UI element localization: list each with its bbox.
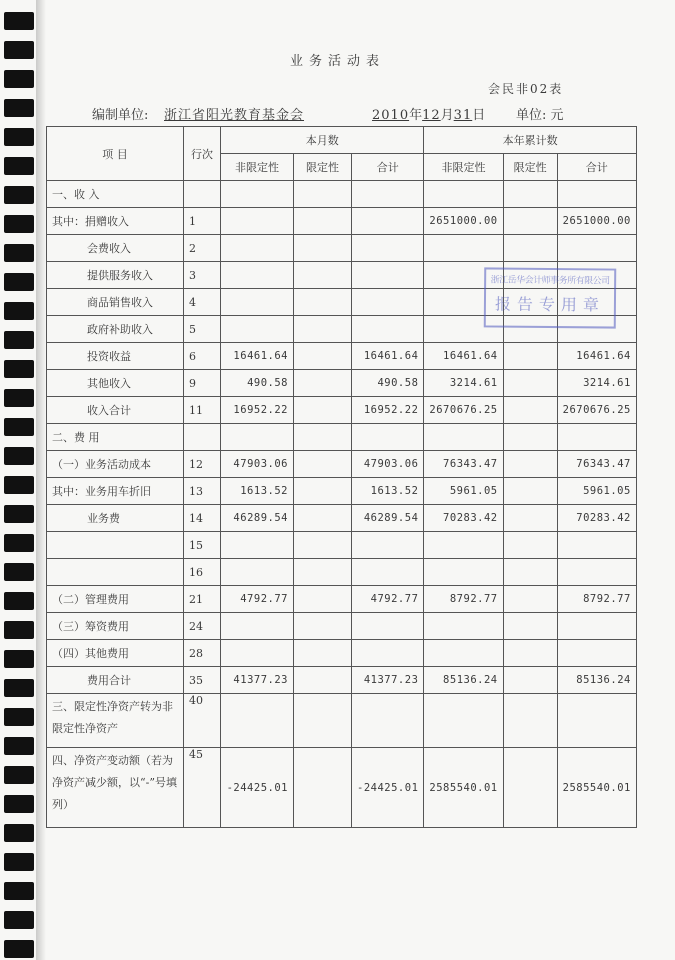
year-restricted-cell	[503, 343, 557, 370]
month-restricted-cell	[294, 370, 352, 397]
binding-hole	[4, 70, 34, 88]
year-restricted-cell	[503, 586, 557, 613]
binding-hole	[4, 940, 34, 958]
year-total-cell	[557, 559, 636, 586]
month-unrestricted-cell: 47903.06	[221, 451, 294, 478]
year-total-cell	[557, 181, 636, 208]
table-row	[47, 640, 637, 667]
year-unrestricted-cell	[424, 640, 503, 667]
unit-value: 元	[550, 108, 564, 123]
binding-hole	[4, 447, 34, 465]
binding-hole	[4, 476, 34, 494]
month-restricted-cell	[294, 613, 352, 640]
year-unrestricted-cell: 16461.64	[424, 343, 503, 370]
binding-hole	[4, 650, 34, 668]
item-cell: 其他收入	[47, 370, 184, 397]
header-year-total: 合计	[557, 154, 636, 181]
month-total-cell: -24425.01	[352, 748, 424, 828]
year-restricted-cell	[503, 640, 557, 667]
month-unrestricted-cell	[221, 262, 294, 289]
table-row	[47, 694, 637, 748]
item-cell: （三）筹资费用	[47, 613, 184, 640]
date-day-suffix: 日	[472, 108, 486, 123]
item-cell: （一）业务活动成本	[47, 451, 184, 478]
year-restricted-cell	[503, 667, 557, 694]
line-cell: 12	[184, 451, 221, 478]
table-row	[47, 451, 637, 478]
stamp-firm: 浙江岳华会计师事务所有限公司	[490, 275, 610, 287]
year-unrestricted-cell: 3214.61	[424, 370, 503, 397]
year-total-cell: 16461.64	[557, 343, 636, 370]
month-restricted-cell	[294, 397, 352, 424]
org-label: 编制单位:	[92, 108, 149, 123]
table-row	[47, 586, 637, 613]
table-row	[47, 748, 637, 828]
line-cell: 21	[184, 586, 221, 613]
month-unrestricted-cell	[221, 532, 294, 559]
year-restricted-cell	[503, 694, 557, 748]
month-restricted-cell	[294, 208, 352, 235]
line-cell	[184, 181, 221, 208]
table-row	[47, 235, 637, 262]
binding-hole	[4, 679, 34, 697]
year-total-cell	[557, 694, 636, 748]
line-cell: 2	[184, 235, 221, 262]
header-month-total: 合计	[352, 154, 424, 181]
binding-hole	[4, 418, 34, 436]
month-unrestricted-cell: 16952.22	[221, 397, 294, 424]
header-year-group: 本年累计数	[424, 127, 636, 154]
month-unrestricted-cell	[221, 640, 294, 667]
table-row	[47, 181, 637, 208]
year-restricted-cell	[503, 397, 557, 424]
month-unrestricted-cell	[221, 316, 294, 343]
line-cell: 45	[184, 748, 221, 828]
year-unrestricted-cell: 2651000.00	[424, 208, 503, 235]
month-restricted-cell	[294, 748, 352, 828]
month-restricted-cell	[294, 235, 352, 262]
header-year-unrestricted: 非限定性	[424, 154, 503, 181]
table-row	[47, 478, 637, 505]
line-cell: 3	[184, 262, 221, 289]
binding-hole	[4, 563, 34, 581]
month-total-cell	[352, 181, 424, 208]
table-row	[47, 613, 637, 640]
binding-hole	[4, 331, 34, 349]
year-unrestricted-cell	[424, 235, 503, 262]
report-date	[372, 104, 485, 123]
month-restricted-cell	[294, 451, 352, 478]
binding-hole	[4, 592, 34, 610]
year-restricted-cell	[503, 748, 557, 828]
item-cell: 三、限定性净资产转为非限定性净资产	[47, 694, 184, 748]
month-unrestricted-cell: 1613.52	[221, 478, 294, 505]
month-unrestricted-cell	[221, 235, 294, 262]
month-restricted-cell	[294, 586, 352, 613]
month-unrestricted-cell: 490.58	[221, 370, 294, 397]
year-total-cell: 2670676.25	[557, 397, 636, 424]
form-number: 会民非02表	[488, 82, 564, 96]
year-total-cell	[557, 640, 636, 667]
month-unrestricted-cell	[221, 181, 294, 208]
binding-hole	[4, 128, 34, 146]
month-restricted-cell	[294, 343, 352, 370]
year-restricted-cell	[503, 478, 557, 505]
year-unrestricted-cell	[424, 694, 503, 748]
date-year-suffix: 年	[409, 108, 423, 123]
month-total-cell: 490.58	[352, 370, 424, 397]
month-total-cell: 46289.54	[352, 505, 424, 532]
month-restricted-cell	[294, 667, 352, 694]
binding-hole	[4, 244, 34, 262]
header-line: 行次	[184, 127, 221, 181]
binding-hole	[4, 882, 34, 900]
year-total-cell	[557, 532, 636, 559]
item-cell: 投资收益	[47, 343, 184, 370]
year-restricted-cell	[503, 532, 557, 559]
year-total-cell: 8792.77	[557, 586, 636, 613]
year-restricted-cell	[503, 451, 557, 478]
binding-hole	[4, 360, 34, 378]
binding-hole	[4, 389, 34, 407]
year-unrestricted-cell: 2670676.25	[424, 397, 503, 424]
year-unrestricted-cell: 5961.05	[424, 478, 503, 505]
binding-hole	[4, 708, 34, 726]
year-restricted-cell	[503, 181, 557, 208]
year-unrestricted-cell: 70283.42	[424, 505, 503, 532]
year-restricted-cell	[503, 505, 557, 532]
month-restricted-cell	[294, 559, 352, 586]
stamp-label: 报告专用章	[494, 294, 606, 315]
line-cell: 1	[184, 208, 221, 235]
item-cell: 其中：业务用车折旧	[47, 478, 184, 505]
item-cell: 商品销售收入	[47, 289, 184, 316]
year-restricted-cell	[503, 424, 557, 451]
item-cell: 一、收 入	[47, 181, 184, 208]
table-row	[47, 667, 637, 694]
binding-hole	[4, 766, 34, 784]
activity-table	[46, 126, 637, 828]
year-restricted-cell	[503, 208, 557, 235]
month-restricted-cell	[294, 505, 352, 532]
item-cell: 收入合计	[47, 397, 184, 424]
binding-hole	[4, 12, 34, 30]
header-item: 项 目	[47, 127, 184, 181]
line-cell: 9	[184, 370, 221, 397]
month-restricted-cell	[294, 316, 352, 343]
month-unrestricted-cell: 46289.54	[221, 505, 294, 532]
year-unrestricted-cell	[424, 559, 503, 586]
month-total-cell	[352, 235, 424, 262]
unit-label	[516, 104, 564, 123]
year-total-cell: 5961.05	[557, 478, 636, 505]
month-total-cell	[352, 262, 424, 289]
line-cell: 4	[184, 289, 221, 316]
month-total-cell	[352, 559, 424, 586]
year-unrestricted-cell	[424, 532, 503, 559]
year-restricted-cell	[503, 613, 557, 640]
item-cell: 四、净资产变动额（若为净资产减少额，以“-”号填列）	[47, 748, 184, 828]
line-cell	[184, 424, 221, 451]
binding-hole	[4, 99, 34, 117]
line-cell: 5	[184, 316, 221, 343]
year-unrestricted-cell	[424, 613, 503, 640]
month-unrestricted-cell	[221, 208, 294, 235]
year-unrestricted-cell: 85136.24	[424, 667, 503, 694]
month-total-cell: 4792.77	[352, 586, 424, 613]
month-total-cell	[352, 640, 424, 667]
binding-shadow	[36, 0, 46, 960]
year-total-cell: 3214.61	[557, 370, 636, 397]
unit-label-text: 单位:	[516, 108, 547, 123]
year-total-cell: 85136.24	[557, 667, 636, 694]
month-restricted-cell	[294, 424, 352, 451]
year-restricted-cell	[503, 235, 557, 262]
binding-hole	[4, 215, 34, 233]
binding-hole	[4, 824, 34, 842]
year-unrestricted-cell	[424, 424, 503, 451]
binding-hole	[4, 534, 34, 552]
month-total-cell: 16952.22	[352, 397, 424, 424]
month-restricted-cell	[294, 532, 352, 559]
year-restricted-cell	[503, 370, 557, 397]
month-total-cell	[352, 208, 424, 235]
month-total-cell	[352, 316, 424, 343]
item-cell: 费用合计	[47, 667, 184, 694]
binding-hole	[4, 621, 34, 639]
table-row	[47, 559, 637, 586]
header-year-restricted: 限定性	[503, 154, 557, 181]
year-total-cell	[557, 235, 636, 262]
month-restricted-cell	[294, 289, 352, 316]
table-row	[47, 532, 637, 559]
year-unrestricted-cell: 76343.47	[424, 451, 503, 478]
table-row	[47, 208, 637, 235]
month-restricted-cell	[294, 640, 352, 667]
month-total-cell	[352, 532, 424, 559]
year-total-cell: 76343.47	[557, 451, 636, 478]
line-cell: 6	[184, 343, 221, 370]
table-row	[47, 343, 637, 370]
binding-hole	[4, 157, 34, 175]
month-restricted-cell	[294, 478, 352, 505]
year-total-cell: 70283.42	[557, 505, 636, 532]
line-cell: 40	[184, 694, 221, 748]
binding-hole	[4, 795, 34, 813]
year-unrestricted-cell: 2585540.01	[424, 748, 503, 828]
binding-hole	[4, 911, 34, 929]
item-cell: 二、费 用	[47, 424, 184, 451]
year-unrestricted-cell: 8792.77	[424, 586, 503, 613]
item-cell: 提供服务收入	[47, 262, 184, 289]
date-year: 2010	[372, 108, 410, 123]
year-restricted-cell	[503, 559, 557, 586]
table-row	[47, 505, 637, 532]
line-cell: 28	[184, 640, 221, 667]
year-unrestricted-cell	[424, 181, 503, 208]
item-cell: 业务费	[47, 505, 184, 532]
month-total-cell: 47903.06	[352, 451, 424, 478]
month-unrestricted-cell	[221, 559, 294, 586]
year-total-cell	[557, 613, 636, 640]
month-total-cell	[352, 613, 424, 640]
month-unrestricted-cell: 41377.23	[221, 667, 294, 694]
line-cell: 35	[184, 667, 221, 694]
line-cell: 14	[184, 505, 221, 532]
line-cell: 15	[184, 532, 221, 559]
item-cell: （二）管理费用	[47, 586, 184, 613]
table-row	[47, 424, 637, 451]
binding-hole	[4, 273, 34, 291]
date-month: 12	[422, 108, 441, 123]
item-cell: 政府补助收入	[47, 316, 184, 343]
month-total-cell	[352, 289, 424, 316]
year-total-cell: 2585540.01	[557, 748, 636, 828]
binding-hole	[4, 302, 34, 320]
month-unrestricted-cell	[221, 613, 294, 640]
date-day: 31	[453, 108, 473, 123]
month-total-cell: 16461.64	[352, 343, 424, 370]
month-restricted-cell	[294, 694, 352, 748]
item-cell: 其中：捐赠收入	[47, 208, 184, 235]
month-unrestricted-cell	[221, 289, 294, 316]
item-cell	[47, 532, 184, 559]
year-total-cell: 2651000.00	[557, 208, 636, 235]
month-unrestricted-cell: -24425.01	[221, 748, 294, 828]
binding-hole	[4, 737, 34, 755]
binding-hole	[4, 853, 34, 871]
line-cell: 11	[184, 397, 221, 424]
table-row	[47, 397, 637, 424]
header-month-restricted: 限定性	[294, 154, 352, 181]
audit-stamp	[484, 267, 617, 328]
line-cell: 24	[184, 613, 221, 640]
org-name: 浙江省阳光教育基金会	[164, 108, 305, 123]
item-cell	[47, 559, 184, 586]
month-total-cell	[352, 424, 424, 451]
binding-hole	[4, 505, 34, 523]
date-month-suffix: 月	[440, 108, 454, 123]
month-restricted-cell	[294, 262, 352, 289]
month-restricted-cell	[294, 181, 352, 208]
month-unrestricted-cell: 4792.77	[221, 586, 294, 613]
binding-hole	[4, 186, 34, 204]
header-month-unrestricted: 非限定性	[221, 154, 294, 181]
month-unrestricted-cell: 16461.64	[221, 343, 294, 370]
item-cell: （四）其他费用	[47, 640, 184, 667]
line-cell: 16	[184, 559, 221, 586]
line-cell: 13	[184, 478, 221, 505]
month-total-cell: 41377.23	[352, 667, 424, 694]
month-unrestricted-cell	[221, 424, 294, 451]
report-title: 业务活动表	[289, 54, 385, 69]
month-total-cell	[352, 694, 424, 748]
table-row	[47, 370, 637, 397]
header-month-group: 本月数	[221, 127, 424, 154]
month-total-cell: 1613.52	[352, 478, 424, 505]
item-cell: 会费收入	[47, 235, 184, 262]
month-unrestricted-cell	[221, 694, 294, 748]
spiral-binding	[0, 0, 36, 960]
year-total-cell	[557, 424, 636, 451]
